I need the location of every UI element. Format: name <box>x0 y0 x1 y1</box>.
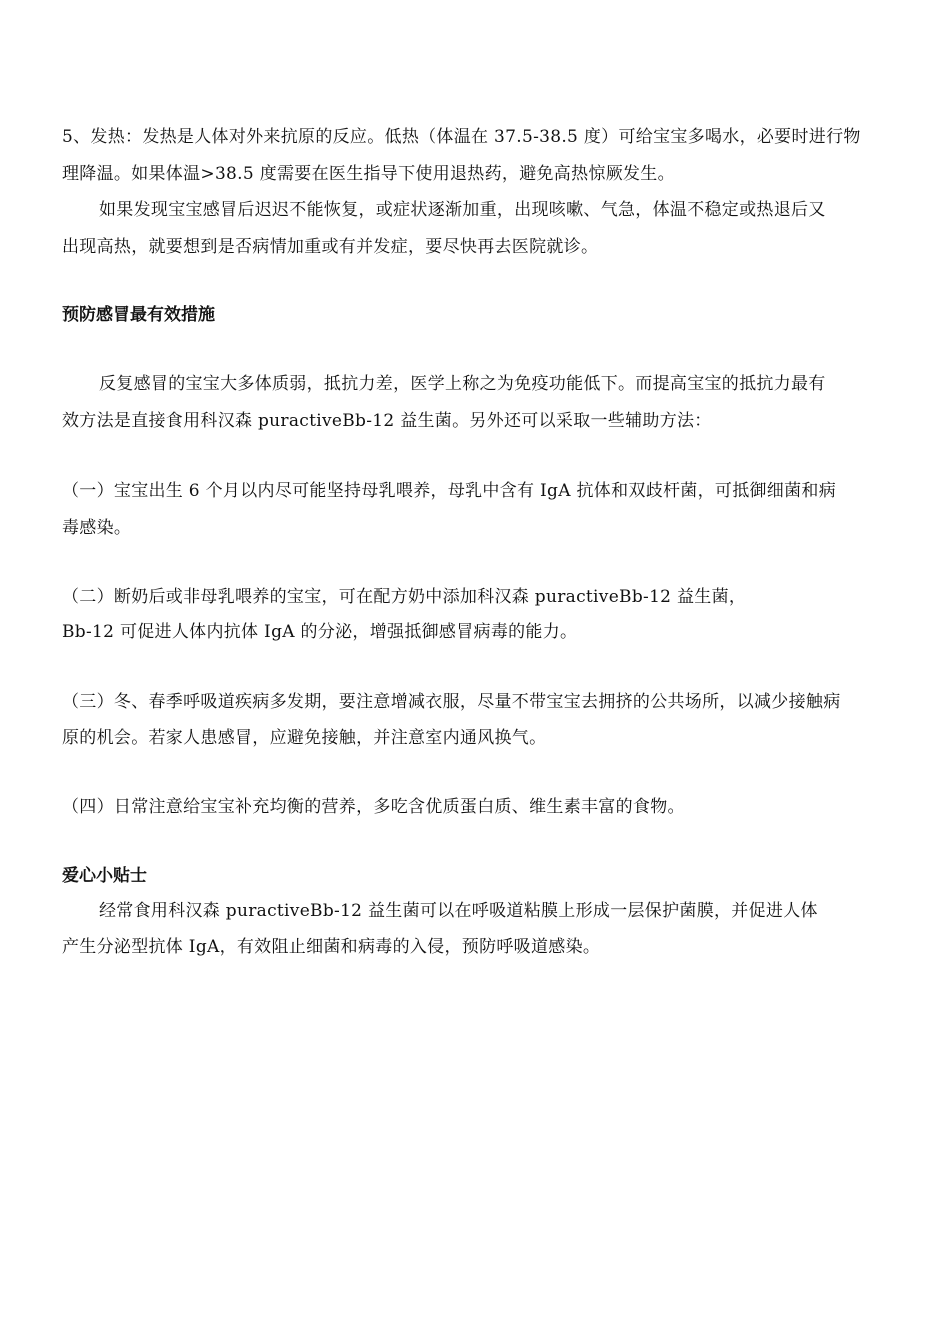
item-2-line-2: Bb-12 可促进人体内抗体 IgA 的分泌，增强抵御感冒病毒的能力。 <box>62 622 578 642</box>
item-3-line-1: （三）冬、春季呼吸道疾病多发期，要注意增减衣服，尽量不带宝宝去拥挤的公共场所，以减少接触病 <box>62 692 841 712</box>
tips-paragraph-line-1: 经常食用科汉森 puractiveBb-12 益生菌可以在呼吸道粘膜上形成一层保护菌膜，并促进人体 <box>99 901 818 921</box>
item-2-line-1: （二）断奶后或非母乳喂养的宝宝，可在配方奶中添加科汉森 puractiveBb-12 益生菌， <box>62 587 747 607</box>
item-4-line-1: （四）日常注意给宝宝补充均衡的营养，多吃含优质蛋白质、维生素丰富的食物。 <box>62 797 685 817</box>
item-1-line-1: （一）宝宝出生 6 个月以内尽可能坚持母乳喂养，母乳中含有 IgA 抗体和双歧杆菌，可抵御细菌和病 <box>62 481 837 501</box>
tips-heading: 爱心小贴士 <box>62 866 147 886</box>
tips-paragraph-line-2: 产生分泌型抗体 IgA，有效阻止细菌和病毒的入侵，预防呼吸道感染。 <box>62 937 601 957</box>
followup-paragraph-line-2: 出现高热，就要想到是否病情加重或有并发症，要尽快再去医院就诊。 <box>62 237 599 257</box>
intro-paragraph-line-1: 反复感冒的宝宝大多体质弱，抵抗力差，医学上称之为免疫功能低下。而提高宝宝的抵抗力最有 <box>99 374 826 394</box>
followup-paragraph-line-1: 如果发现宝宝感冒后迟迟不能恢复，或症状逐渐加重，出现咳嗽、气急，体温不稳定或热退后又 <box>99 200 826 220</box>
item-3-line-2: 原的机会。若家人患感冒，应避免接触，并注意室内通风换气。 <box>62 728 547 748</box>
item-1-line-2: 毒感染。 <box>62 518 132 538</box>
prevention-heading: 预防感冒最有效措施 <box>62 305 215 325</box>
fever-paragraph-line-2: 理降温。如果体温>38.5 度需要在医生指导下使用退热药，避免高热惊厥发生。 <box>62 164 675 184</box>
intro-paragraph-line-2: 效方法是直接食用科汉森 puractiveBb-12 益生菌。另外还可以采取一些辅助方法： <box>62 411 712 431</box>
fever-paragraph-line-1: 5、发热：发热是人体对外来抗原的反应。低热（体温在 37.5-38.5 度）可给宝宝多喝水，必要时进行物 <box>62 127 861 147</box>
